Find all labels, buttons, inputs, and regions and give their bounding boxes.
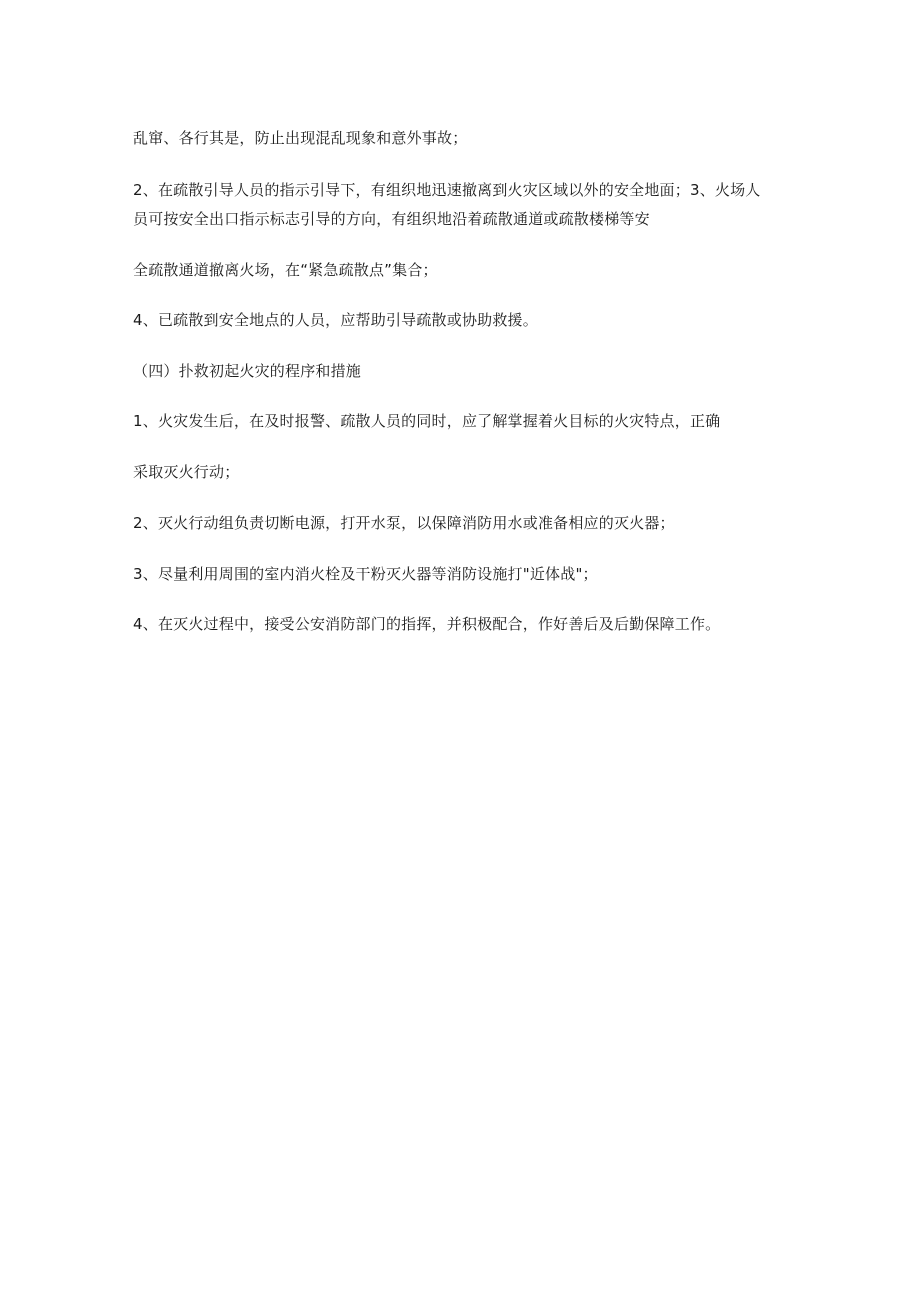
paragraph-evacuation-order-end: 乱窜、各行其是，防止出现混乱现象和意外事故； [133, 129, 468, 147]
paragraph-evacuation-item-3-cont: 全疏散通道撤离火场，在“紧急疏散点”集合； [133, 261, 438, 279]
paragraph-fire-item-4: 4、在灭火过程中，接受公安消防部门的指挥，并积极配合，作好善后及后勤保障工作。 [133, 615, 721, 633]
paragraph-evacuation-item-2: 2、在疏散引导人员的指示引导下，有组织地迅速撤离到火灾区域以外的安全地面；3、火场人 [133, 181, 761, 199]
section-heading-initial-fire: （四）扑救初起火灾的程序和措施 [133, 362, 362, 380]
paragraph-fire-item-1: 1、火灾发生后，在及时报警、疏散人员的同时，应了解掌握着火目标的火灾特点，正确 [133, 412, 721, 430]
paragraph-fire-item-2: 2、灭火行动组负责切断电源，打开水泵，以保障消防用水或准备相应的灭火器； [133, 514, 675, 532]
paragraph-evacuation-item-4: 4、已疏散到安全地点的人员，应帮助引导疏散或协助救援。 [133, 311, 538, 329]
paragraph-fire-item-3: 3、尽量利用周围的室内消火栓及干粉灭火器等消防设施打"近体战"； [133, 565, 598, 583]
paragraph-evacuation-item-3: 员可按安全出口指示标志引导的方向，有组织地沿着疏散通道或疏散楼梯等安 [133, 210, 650, 228]
paragraph-fire-item-1-cont: 采取灭火行动； [133, 463, 240, 481]
